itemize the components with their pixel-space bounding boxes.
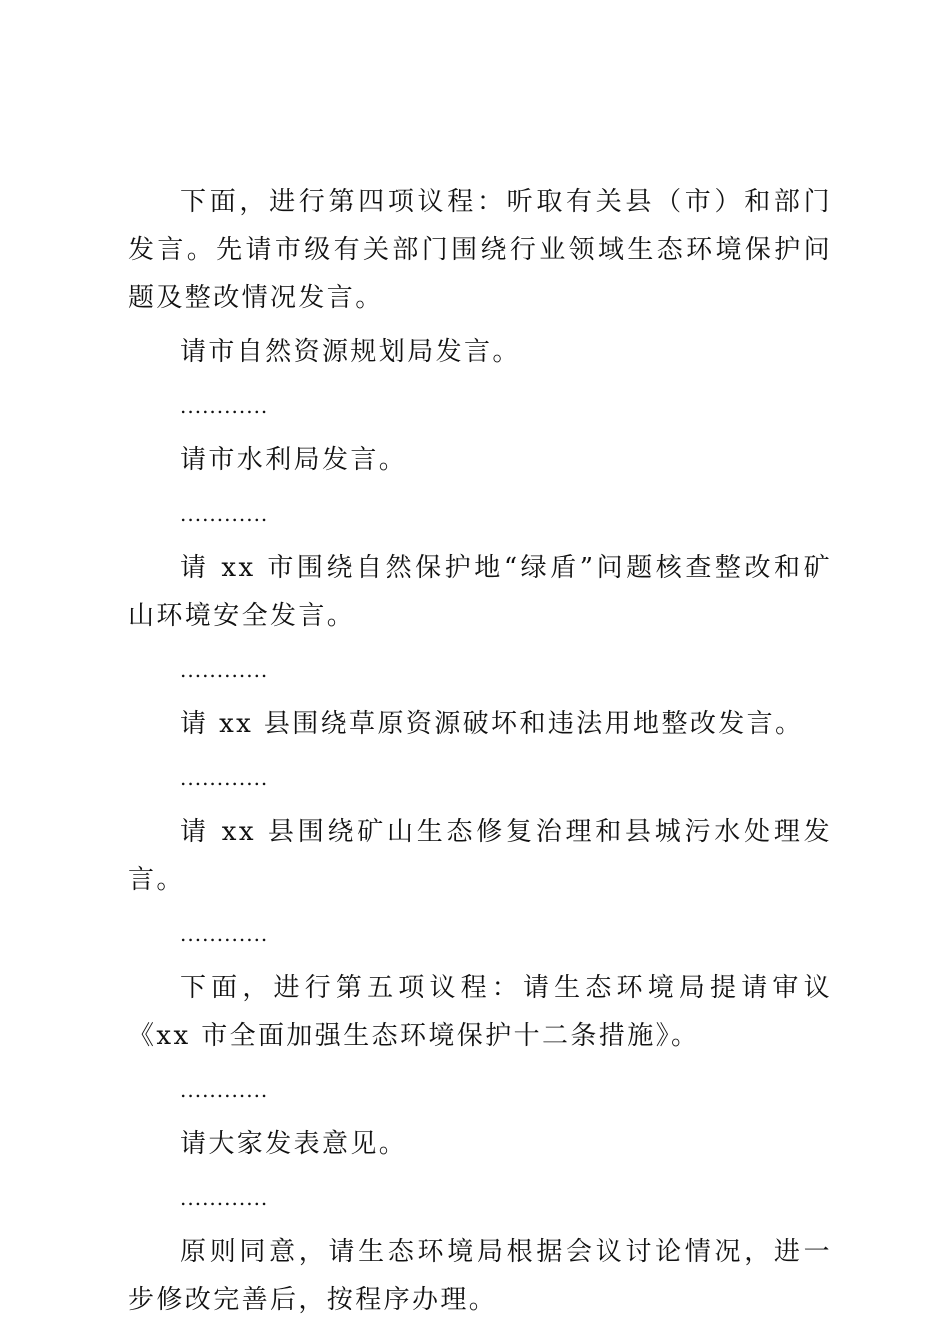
paragraph-natural-resources-bureau: 请市自然资源规划局发言。 <box>180 337 521 367</box>
paragraph-agenda-item-5: 下面，进行第五项议程：请生态环境局提请审议《xx 市全面加强生态环境保护十二条措施》。 <box>128 973 832 1051</box>
paragraph-opinions: 请大家发表意见。 <box>180 1129 408 1159</box>
paragraph-city-speech: 请 xx 市围绕自然保护地“绿盾”问题核查整改和矿山环境安全发言。 <box>128 553 832 631</box>
ellipsis-divider: ............ <box>180 922 269 946</box>
paragraph-approval: 原则同意，请生态环境局根据会议讨论情况，进一步修改完善后，按程序办理。 <box>128 1237 832 1315</box>
ellipsis-divider: ............ <box>180 658 269 682</box>
document-body <box>128 178 832 1330</box>
ellipsis-divider: ............ <box>180 766 269 790</box>
ellipsis-divider: ............ <box>180 502 269 526</box>
paragraph-county-grassland-speech: 请 xx 县围绕草原资源破坏和违法用地整改发言。 <box>180 709 804 739</box>
ellipsis-divider: ............ <box>180 1186 269 1210</box>
paragraph-water-bureau: 请市水利局发言。 <box>180 445 408 475</box>
ellipsis-divider: ............ <box>180 1078 269 1102</box>
ellipsis-divider: ............ <box>180 394 269 418</box>
paragraph-county-mine-speech: 请 xx 县围绕矿山生态修复治理和县城污水处理发言。 <box>128 817 832 895</box>
paragraph-agenda-item-4: 下面，进行第四项议程：听取有关县（市）和部门发言。先请市级有关部门围绕行业领域生态环境保护问题及整改情况发言。 <box>128 187 832 313</box>
